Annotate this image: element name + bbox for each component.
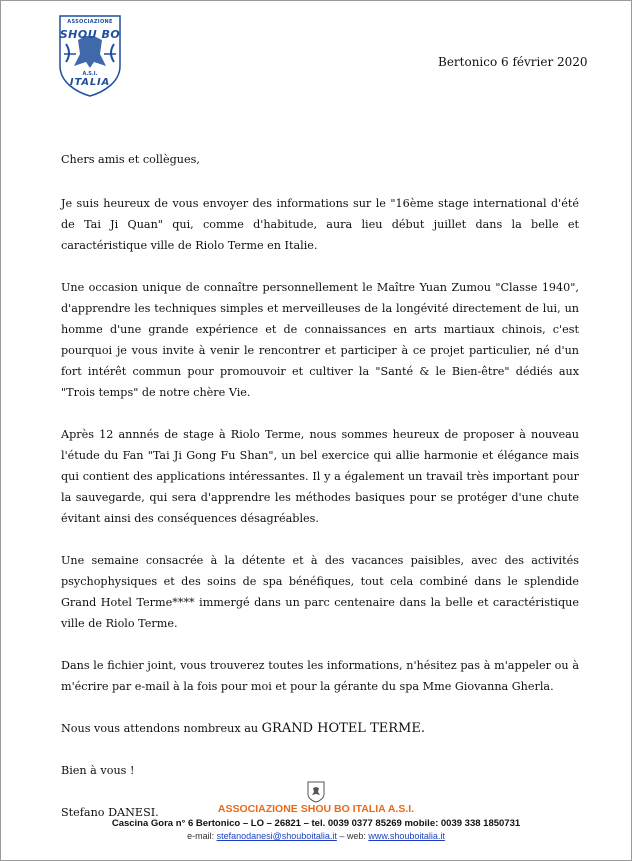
signature: Stefano DANESI. [61,806,159,819]
greeting: Chers amis et collègues, [61,153,200,166]
logo-name-top: SHOU BO [59,28,121,41]
paragraph-2: Une occasion unique de connaître personnellement le Maître Yuan Zumou "Classe 1940", d'apprendre les techniques simples et merveilleuses de la longévité directement de lui, un homme d'une grande expérience et de connaissances en arts martiaux chinois, c'est pourquoi je vous invite à venir le rencontrer et participer à ce projet particulier, né d'un fort intérêt commun pour promouvoir et cultiver la "Santé & le Bien-être" dédiés aux "Trois temps" de notre chère Vie. [61,281,579,399]
invitation-text: Nous vous attendons nombreux au [61,722,262,735]
invitation-line [61,718,579,739]
logo-small-text: A.S.I. [82,71,98,77]
email-label: e-mail: [187,831,217,841]
footer-contact [1,831,631,841]
association-logo [48,14,132,98]
footer-logo [305,781,327,803]
footer-address: Cascina Gora n° 6 Bertonico – LO – 26821 – tel. 0039 0377 85269 mobile: 0039 338 1850731 [111,818,521,829]
paragraph-1: Je suis heureux de vous envoyer des informations sur le "16ème stage international d'été de Tai Ji Quan" qui, comme d'habitude, aura lieu début juillet dans la belle et caractéristique ville de Riolo Terme en Italie. [61,197,579,252]
web-label: – web: [336,831,369,841]
logo-top-text: ASSOCIAZIONE [67,19,113,25]
email-link[interactable]: stefanodanesi@shouboitalia.it [216,831,337,841]
letter-date: Bertonico 6 février 2020 [438,55,588,69]
logo-name-bottom: ITALIA [69,77,111,88]
footer-emblem-icon [305,781,327,803]
signoff: Bien à vous ! [61,764,135,777]
hotel-name: GRAND HOTEL TERME. [261,721,425,736]
paragraph-3: Après 12 annnés de stage à Riolo Terme, nous sommes heureux de proposer à nouveau l'étude du Fan "Tai Ji Gong Fu Shan", un bel exercice qui allie harmonie et élégance mais qui contient des applications intéressantes. Il y a également un travail très important pour la sauvegarde, qui sera d'apprendre les méthodes basiques pour se protéger d'une chute évitant ainsi des conséquences désagréables. [61,428,579,525]
web-link[interactable]: www.shouboitalia.it [368,831,445,841]
letter-body [61,149,579,844]
paragraph-4: Une semaine consacrée à la détente et à des vacances paisibles, avec des activités psychophysiques et des soins de spa bénéfiques, tout cela combiné dans le splendide Grand Hotel Terme**** immergé dans un parc centenaire dans la belle et caractéristique ville de Riolo Terme. [61,554,579,630]
footer-association-name: ASSOCIAZIONE SHOU BO ITALIA A.S.I. [217,803,415,815]
paragraph-5: Dans le fichier joint, vous trouverez toutes les informations, n'hésitez pas à m'appeler ou à m'écrire par e-mail à la fois pour moi et pour la gérante du spa Mme Giovanna Gherla. [61,659,579,693]
